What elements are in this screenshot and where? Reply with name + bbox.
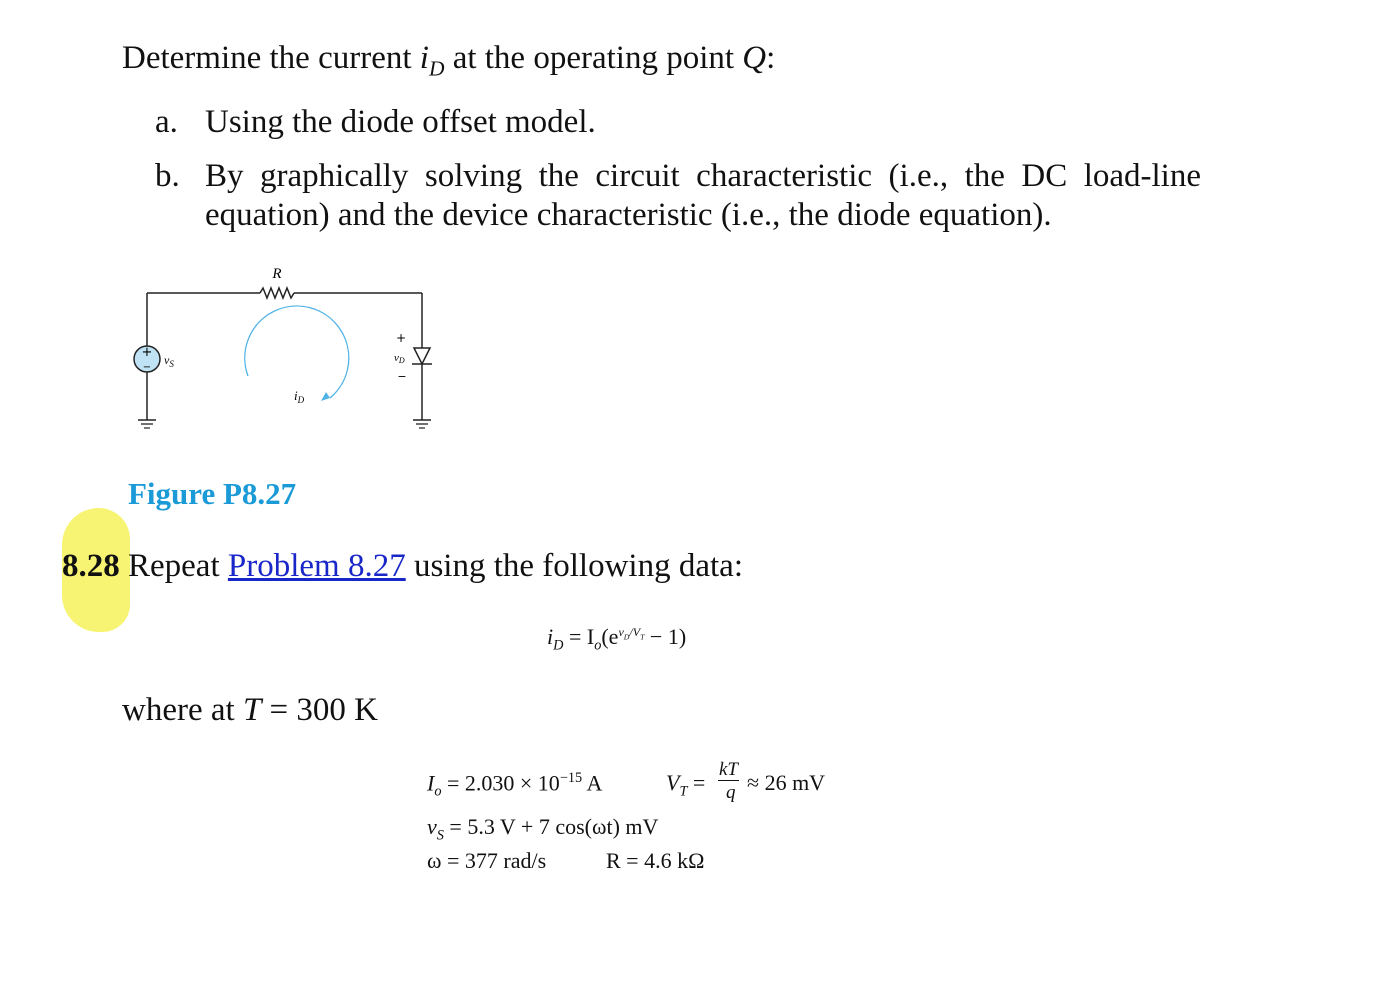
intro-mid: at the operating point <box>452 40 735 76</box>
intro-colon: : <box>766 40 776 76</box>
part-b-line2: equation) and the device characteristic (i.e., the diode equation). <box>205 197 1052 233</box>
figure-caption: Figure P8.27 <box>128 476 297 511</box>
vd-minus: − <box>397 370 407 383</box>
circuit-diagram <box>120 258 450 438</box>
arrow-head <box>321 392 330 401</box>
problem-link[interactable]: Problem 8.27 <box>227 548 406 584</box>
part-a <box>155 104 178 141</box>
label-vd: vD <box>394 352 405 365</box>
current-loop-arrow <box>245 306 349 398</box>
problem-text-before: Repeat <box>128 548 220 584</box>
source-plus: + <box>141 345 153 360</box>
io-value: $I_o = 2.030 \times 10^{-15}$ A <box>427 770 603 800</box>
part-a-text: Using the diode offset model. <box>205 104 596 140</box>
next-problem <box>62 548 743 585</box>
vt-value: $V_T$ = <box>666 770 706 800</box>
intro-q: Q <box>742 40 767 76</box>
vs-value: $v_S = 5.3$ V + 7 cos(ωt) mV <box>427 814 659 844</box>
intro-prefix: Determine the current <box>122 40 412 76</box>
omega-value: ω = 377 rad/s <box>427 848 547 873</box>
source-minus: − <box>142 362 152 373</box>
where-text: where at T = 300 K <box>122 692 378 728</box>
label-id: $i_D$ <box>294 388 305 405</box>
part-a-label: a. <box>155 104 178 140</box>
vt-denominator: q <box>726 782 736 803</box>
resistor-symbol <box>260 288 294 298</box>
label-r: R <box>272 266 282 282</box>
label-vs: $v_S$ <box>164 353 174 369</box>
vt-approx: ≈ 26 mV <box>747 770 826 795</box>
part-b-label: b. <box>155 158 180 194</box>
intro-var: $i_D$ <box>419 40 445 81</box>
diode-equation: $i_D = I_o(e^{v_D/V_T} - 1)$ <box>547 624 687 654</box>
r-value: R = 4.6 kΩ <box>606 848 705 873</box>
problem-intro <box>122 40 775 82</box>
vt-numerator: kT <box>719 759 738 780</box>
diode-icon <box>414 348 430 364</box>
problem-number: 8.28 <box>62 548 120 584</box>
problem-text-after: using the following data: <box>413 548 743 584</box>
part-b-line1: By graphically solving the circuit characteristic (i.e., the DC load-line <box>205 158 1201 194</box>
vd-plus: + <box>395 331 407 345</box>
